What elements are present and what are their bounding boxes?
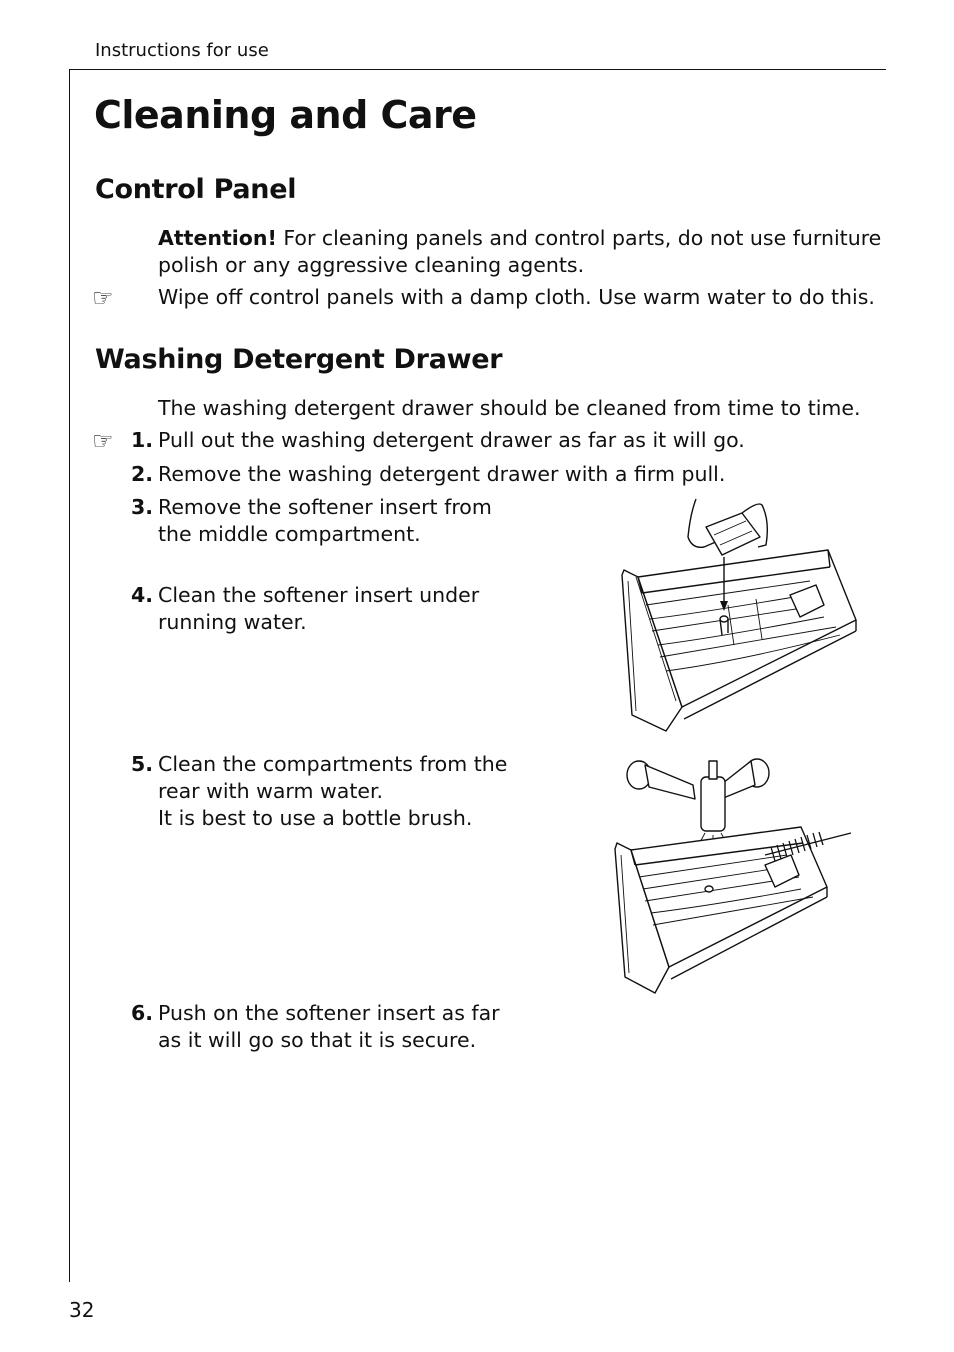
step-text: as it will go so that it is secure. [158,1028,477,1052]
step-text: It is best to use a bottle brush. [158,806,473,830]
step-text: running water. [158,610,307,634]
step-text: Clean the compartments from the [158,752,508,776]
running-header: Instructions for use [95,40,269,61]
step-number: 1. [130,428,153,452]
attention-text-line1: For cleaning panels and control parts, do not use furniture [283,226,882,250]
step-number: 3. [130,495,153,519]
pointing-hand-icon: ☞ [92,284,114,312]
attention-label: Attention! [158,226,277,250]
step-text: Push on the softener insert as far [158,1001,500,1025]
pointing-hand-icon: ☞ [92,427,114,455]
page-number: 32 [69,1298,95,1322]
step-text: Remove the softener insert from [158,495,492,519]
control-panel-tip: Wipe off control panels with a damp cloth. Use warm water to do this. [158,285,875,309]
step-text: rear with warm water. [158,779,384,803]
header-rule [69,69,886,70]
step-number: 5. [130,752,153,776]
step-text: the middle compartment. [158,522,421,546]
drawer-intro: The washing detergent drawer should be cleaned from time to time. [158,396,861,420]
step-text: Pull out the washing detergent drawer as far as it will go. [158,428,745,452]
section-heading-control-panel: Control Panel [95,174,297,205]
step-text: Remove the washing detergent drawer with a firm pull. [158,462,726,486]
drawer-softener-illustration [610,495,865,740]
step-number: 2. [130,462,153,486]
attention-text-line2: polish or any aggressive cleaning agents. [158,253,585,277]
drawer-brush-illustration [605,755,855,1000]
margin-rule [69,69,70,1282]
step-number: 6. [130,1001,153,1025]
section-heading-detergent-drawer: Washing Detergent Drawer [95,344,503,375]
attention-paragraph [158,225,881,252]
step-text: Clean the softener insert under [158,583,480,607]
page-title: Cleaning and Care [94,93,477,137]
step-number: 4. [130,583,153,607]
